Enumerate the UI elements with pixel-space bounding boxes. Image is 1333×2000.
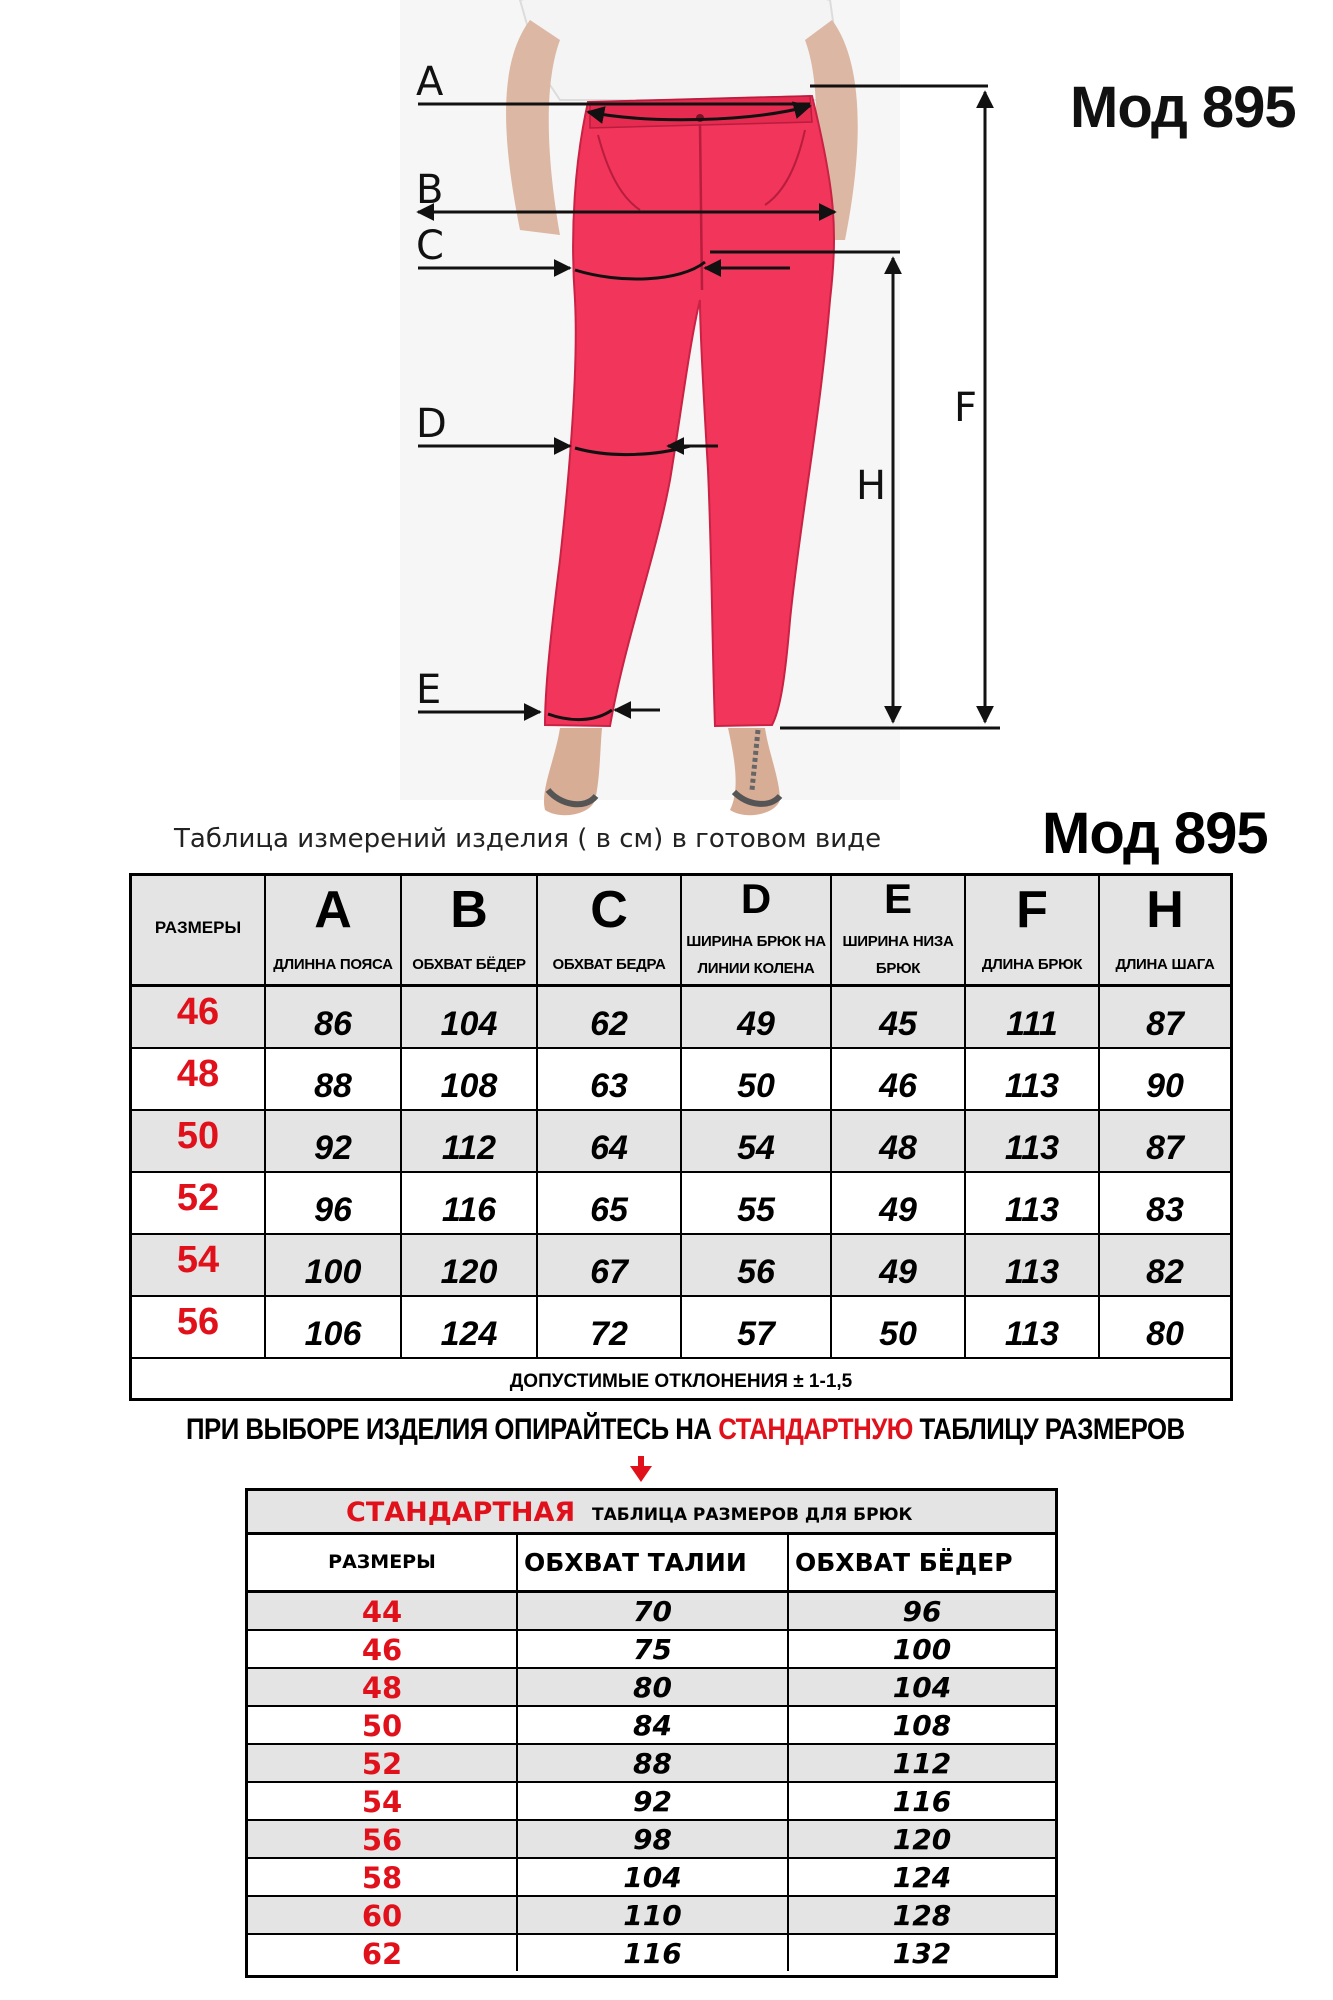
table-row <box>248 1593 1055 1631</box>
hips-cell: 100 <box>892 1633 952 1666</box>
value-cell: 64 <box>538 1111 682 1171</box>
table-row <box>132 1111 1230 1173</box>
value-cell: 87 <box>1146 1129 1184 1167</box>
hips-cell: 112 <box>892 1747 952 1780</box>
waist-cell: 104 <box>518 1859 789 1895</box>
value-cell: 96 <box>266 1173 402 1233</box>
size-cell: 62 <box>248 1935 518 1971</box>
hips-cell: 104 <box>892 1671 952 1704</box>
table-row <box>248 1897 1055 1935</box>
value-cell: 120 <box>402 1235 538 1295</box>
column-desc: ШИРИНА БРЮК НА ЛИНИИ КОЛЕНА <box>686 933 826 977</box>
column-desc: ДЛИНА ШАГА <box>1115 956 1215 973</box>
value-cell: 104 <box>402 987 538 1047</box>
torso-top <box>520 0 840 100</box>
value-cell: 113 <box>966 1111 1100 1171</box>
value-cell: 80 <box>1146 1315 1184 1353</box>
size-cell: 60 <box>248 1897 518 1933</box>
value-cell: 113 <box>966 1049 1100 1109</box>
table-row <box>132 1049 1230 1111</box>
waist-cell: 98 <box>518 1821 789 1857</box>
column-letter: B <box>450 881 488 939</box>
table-row <box>132 1297 1230 1359</box>
waist-cell: 84 <box>518 1707 789 1743</box>
size-cell: 50 <box>132 1111 266 1171</box>
value-cell: 87 <box>1146 1005 1184 1043</box>
value-cell: 88 <box>266 1049 402 1109</box>
size-cell: 44 <box>248 1593 518 1629</box>
value-cell: 50 <box>682 1049 832 1109</box>
value-cell: 54 <box>682 1111 832 1171</box>
value-cell: 113 <box>966 1173 1100 1233</box>
size-advice <box>186 1413 1185 1447</box>
advice-text-1: ПРИ ВЫБОРЕ ИЗДЕЛИЯ ОПИРАЙТЕСЬ НА <box>186 1413 719 1446</box>
value-cell: 48 <box>832 1111 966 1171</box>
label-h: H <box>856 463 887 509</box>
measurement-table <box>129 873 1233 1401</box>
table-row <box>248 1821 1055 1859</box>
value-cell: 82 <box>1146 1253 1184 1291</box>
value-cell: 49 <box>832 1173 966 1233</box>
hips-cell: 96 <box>902 1595 942 1628</box>
column-desc: ДЛИННА ПОЯСА <box>273 956 393 973</box>
waist-cell: 80 <box>518 1669 789 1705</box>
value-cell: 113 <box>966 1235 1100 1295</box>
size-cell: 54 <box>132 1235 266 1295</box>
table-caption: Таблица измерений изделия ( в см) в готовом виде <box>174 824 882 854</box>
value-cell: 62 <box>538 987 682 1047</box>
size-cell: 52 <box>132 1173 266 1233</box>
measurement-table-header <box>132 876 1230 987</box>
table-row <box>248 1631 1055 1669</box>
value-cell: 92 <box>266 1111 402 1171</box>
column-header-d <box>682 876 832 984</box>
standard-table-body <box>248 1593 1055 1973</box>
hips-cell: 120 <box>892 1823 952 1856</box>
label-a: A <box>416 59 444 105</box>
column-desc: ОБХВАТ БЕДРА <box>552 956 666 973</box>
value-cell: 67 <box>538 1235 682 1295</box>
column-letter: C <box>590 881 628 939</box>
column-header-e <box>832 876 966 984</box>
size-cell: 48 <box>248 1669 518 1705</box>
value-cell: 113 <box>966 1297 1100 1357</box>
standard-title-highlight: СТАНДАРТНАЯ <box>346 1497 576 1528</box>
size-cell: 52 <box>248 1745 518 1781</box>
header-waist: ОБХВАТ ТАЛИИ <box>518 1535 789 1590</box>
label-b: B <box>416 167 444 213</box>
size-cell: 46 <box>248 1631 518 1667</box>
column-header-c <box>538 876 682 984</box>
value-cell: 65 <box>538 1173 682 1233</box>
value-cell: 124 <box>402 1297 538 1357</box>
model-label-caption: Мод 895 <box>1042 801 1268 866</box>
table-row <box>248 1745 1055 1783</box>
size-cell: 48 <box>132 1049 266 1109</box>
column-letter: F <box>1016 881 1048 939</box>
model-label-top: Мод 895 <box>1070 75 1296 140</box>
value-cell: 111 <box>966 987 1100 1047</box>
size-cell: 46 <box>132 987 266 1047</box>
table-row <box>248 1935 1055 1973</box>
size-cell: 54 <box>248 1783 518 1819</box>
advice-text-2: ТАБЛИЦУ РАЗМЕРОВ <box>912 1413 1185 1446</box>
table-caption-row <box>170 800 1290 870</box>
value-cell: 108 <box>402 1049 538 1109</box>
column-letter: H <box>1146 881 1184 939</box>
hips-cell: 124 <box>892 1861 952 1894</box>
measurement-table-body <box>132 987 1230 1359</box>
measurement-figure <box>0 0 1333 820</box>
hips-cell: 108 <box>892 1709 952 1742</box>
size-cell: 56 <box>248 1821 518 1857</box>
value-cell: 86 <box>266 987 402 1047</box>
value-cell: 106 <box>266 1297 402 1357</box>
standard-table-title <box>248 1491 1055 1535</box>
hips-cell: 128 <box>892 1899 952 1932</box>
label-f: F <box>954 385 978 431</box>
value-cell: 49 <box>682 987 832 1047</box>
value-cell: 50 <box>832 1297 966 1357</box>
value-cell: 83 <box>1146 1191 1184 1229</box>
value-cell: 63 <box>538 1049 682 1109</box>
value-cell: 112 <box>402 1111 538 1171</box>
size-cell: 50 <box>248 1707 518 1743</box>
value-cell: 72 <box>538 1297 682 1357</box>
column-letter: A <box>314 881 352 939</box>
tolerance-note: ДОПУСТИМЫЕ ОТКЛОНЕНИЯ ± 1-1,5 <box>509 1371 853 1392</box>
column-header-a <box>266 876 402 984</box>
value-cell: 100 <box>266 1235 402 1295</box>
column-letter: E <box>883 875 912 922</box>
value-cell: 57 <box>682 1297 832 1357</box>
standard-size-table <box>245 1488 1058 1978</box>
waist-cell: 110 <box>518 1897 789 1933</box>
waist-cell: 70 <box>518 1593 789 1629</box>
label-d: D <box>416 401 447 447</box>
table-row <box>132 1235 1230 1297</box>
table-row <box>248 1669 1055 1707</box>
waist-cell: 88 <box>518 1745 789 1781</box>
sizes-header: РАЗМЕРЫ <box>154 918 242 937</box>
standard-table-header <box>248 1535 1055 1593</box>
table-row <box>132 987 1230 1049</box>
column-desc: ШИРИНА НИЗА БРЮК <box>842 933 954 977</box>
value-cell: 46 <box>832 1049 966 1109</box>
arrow-down-icon <box>630 1456 652 1482</box>
header-sizes: РАЗМЕРЫ <box>248 1535 518 1590</box>
value-cell: 56 <box>682 1235 832 1295</box>
label-c: C <box>416 223 444 269</box>
value-cell: 45 <box>832 987 966 1047</box>
column-header-f <box>966 876 1100 984</box>
column-letter: D <box>740 875 772 922</box>
table-row <box>248 1783 1055 1821</box>
waist-cell: 116 <box>518 1935 789 1971</box>
hips-cell: 116 <box>892 1785 952 1818</box>
table-row <box>132 1173 1230 1235</box>
header-hips: ОБХВАТ БЁДЕР <box>795 1548 1013 1577</box>
value-cell: 49 <box>832 1235 966 1295</box>
waist-cell: 75 <box>518 1631 789 1667</box>
size-cell: 56 <box>132 1297 266 1357</box>
value-cell: 55 <box>682 1173 832 1233</box>
value-cell: 90 <box>1146 1067 1184 1105</box>
label-e: E <box>416 667 442 713</box>
column-desc: ДЛИНА БРЮК <box>981 956 1083 973</box>
value-cell: 116 <box>402 1173 538 1233</box>
table-row <box>248 1859 1055 1897</box>
hips-cell: 132 <box>892 1937 952 1970</box>
advice-highlight: СТАНДАРТНУЮ <box>718 1413 913 1446</box>
standard-title-text: ТАБЛИЦА РАЗМЕРОВ ДЛЯ БРЮК <box>592 1505 913 1525</box>
size-cell: 58 <box>248 1859 518 1895</box>
table-row <box>248 1707 1055 1745</box>
sizes-header-cell <box>132 876 266 984</box>
column-desc: ОБХВАТ БЁДЕР <box>412 956 526 973</box>
waist-cell: 92 <box>518 1783 789 1819</box>
column-header-h <box>1100 876 1230 984</box>
column-header-b <box>402 876 538 984</box>
